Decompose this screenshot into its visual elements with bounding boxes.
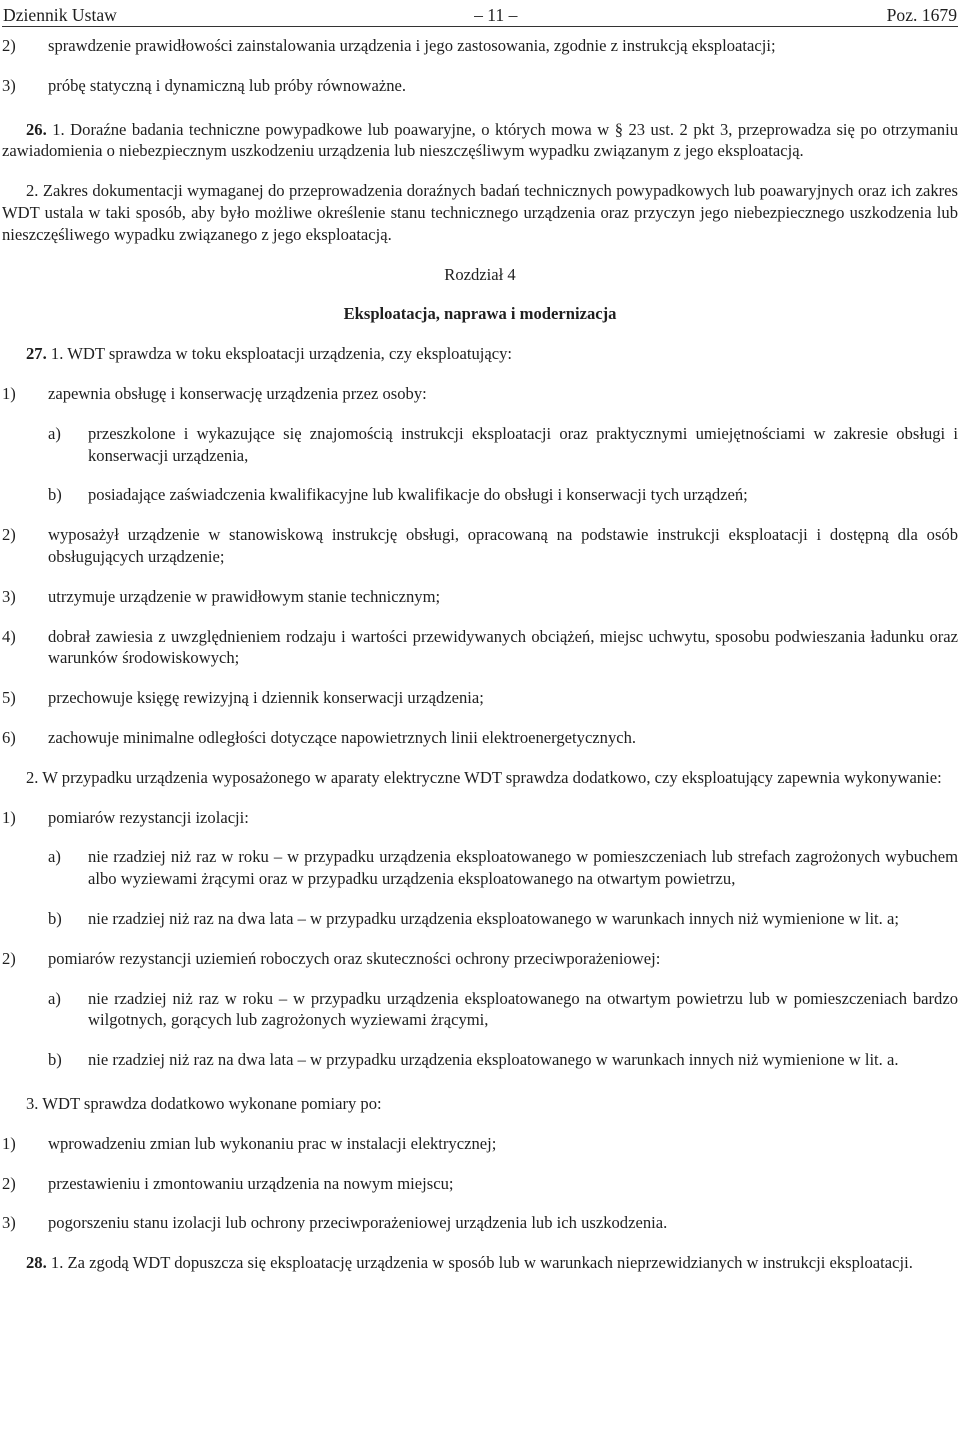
item-number: 1)	[2, 383, 16, 403]
item-number: 2)	[2, 525, 16, 545]
paragraph-text: Doraźne badania techniczne powypadkowe lub poawaryjne, o których mowa w § 23 ust. 2 pkt 3, przeprowadza się po otrzymaniu zawiadomienia o niebezpiecznym uszkodzeniu urządzenia lub nieszczęśliwym wypadku związanym z jego eksploatacją.	[2, 119, 958, 161]
chapter-label: Rozdział 4	[444, 264, 516, 284]
sub-item-letter: b)	[48, 485, 62, 505]
article-26-paragraph-2: 2. Zakres dokumentacji wymaganej do przeprowadzenia doraźnych badań technicznych powypadkowych lub poawaryjnych oraz ich zakres WDT ustala w taki sposób, aby było możliwe określenie stanu technicznego urządzenia oraz przyczyn jego niebezpiecznego uszkodzenia lub nieszczęśliwego wypadku związanego z jego eksploatacją.	[2, 181, 958, 244]
list-item	[2, 524, 958, 568]
item-text: przechowuje księgę rewizyjną i dziennik konserwacji urządzenia;	[48, 688, 484, 708]
item-text: pogorszeniu stanu izolacji lub ochrony przeciwporażeniowej urządzenia lub ich uszkodzenia.	[48, 1213, 668, 1233]
article-27-paragraph-1	[2, 343, 958, 365]
list-item	[2, 586, 958, 608]
item-text: pomiarów rezystancji uziemień roboczych oraz skuteczności ochrony przeciwporażeniowej:	[48, 948, 661, 968]
item-number: 2)	[2, 36, 16, 55]
sub-item	[48, 988, 958, 1032]
list-item	[2, 1133, 958, 1155]
sub-item-text: nie rzadziej niż raz na dwa lata – w przypadku urządzenia eksploatowanego w warunkach innych niż wymienione w lit. a;	[88, 908, 899, 928]
item-text: wyposażył urządzenie w stanowiskową instrukcję obsługi, opracowaną na podstawie instrukcji eksploatacji i dostępną dla osób obsługujących urządzenie;	[48, 525, 958, 566]
item-text: sprawdzenie prawidłowości zainstalowania urządzenia i jego zastosowania, zgodnie z instrukcją eksploatacji;	[48, 36, 776, 55]
article-28-paragraph-1	[2, 1252, 958, 1274]
item-text: przestawieniu i zmontowaniu urządzenia na nowym miejscu;	[48, 1173, 454, 1193]
item-number: 4)	[2, 626, 16, 646]
paragraph-number: 1.	[50, 344, 64, 364]
chapter-title: Eksploatacja, naprawa i modernizacja	[343, 304, 617, 324]
item-text: utrzymuje urządzenie w prawidłowym stanie technicznym;	[48, 586, 441, 606]
item-number: 2)	[2, 948, 16, 968]
page-header	[2, 0, 958, 27]
item-number: 6)	[2, 727, 16, 747]
item-text: dobrał zawiesia z uwzględnieniem rodzaju i wartości przewidywanych obciążeń, miejsc uchwytu, sposobu podwieszania ładunku oraz warunków środowiskowych;	[48, 626, 958, 668]
item-number: 3)	[2, 1213, 16, 1233]
sub-item-text: posiadające zaświadczenia kwalifikacyjne lub kwalifikacje do obsługi i konserwacji tych urządzeń;	[88, 485, 748, 505]
sub-item-text: przeszkolone i wykazujące się znajomością instrukcji eksploatacji oraz praktycznymi umiejętnościami w zakresie obsługi i konserwacji urządzenia,	[88, 423, 958, 465]
article-number: 28.	[26, 1253, 47, 1273]
item-text: zachowuje minimalne odległości dotyczące napowietrznych linii elektroenergetycznych.	[48, 727, 637, 747]
item-text: zapewnia obsługę i konserwację urządzenia przez osoby:	[48, 383, 427, 403]
item-text: wprowadzeniu zmian lub wykonaniu prac w instalacji elektrycznej;	[48, 1133, 497, 1153]
sub-item-text: nie rzadziej niż raz w roku – w przypadku urządzenia eksploatowanego na otwartym powietrzu lub w pomieszczeniach bardzo wilgotnych, gorących lub zagrożonych wyziewami żrącymi,	[88, 988, 958, 1030]
item-number: 2)	[2, 1173, 16, 1193]
list-item	[2, 1173, 958, 1195]
article-number: 27.	[26, 344, 47, 364]
article-27-paragraph-3: 3. WDT sprawdza dodatkowo wykonane pomiary po:	[26, 1093, 382, 1113]
item-number: 1)	[2, 807, 16, 827]
article-number: 26.	[26, 119, 47, 139]
article-27-paragraph-2: 2. W przypadku urządzenia wyposażonego w aparaty elektryczne WDT sprawdza dodatkowo, czy eksploatujący zapewnia wykonywanie:	[26, 767, 942, 787]
sub-item	[48, 423, 958, 467]
page-number: – 11 –	[474, 5, 518, 25]
list-item	[2, 1212, 958, 1234]
item-number: 1)	[2, 1133, 16, 1153]
sub-item-text: nie rzadziej niż raz na dwa lata – w przypadku urządzenia eksploatowanego w warunkach innych niż wymienione w lit. a.	[88, 1050, 899, 1070]
paragraph-text: Za zgodą WDT dopuszcza się eksploatację urządzenia w sposób lub w warunkach nieprzewidzianych w instrukcji eksploatacji.	[67, 1253, 913, 1273]
sub-item-letter: a)	[48, 423, 61, 443]
list-item	[2, 35, 958, 57]
sub-item-letter: b)	[48, 908, 62, 928]
sub-item	[48, 1049, 958, 1071]
sub-item-letter: a)	[48, 988, 61, 1008]
list-item	[2, 383, 958, 405]
paragraph-number: 1.	[50, 1253, 64, 1273]
sub-item	[48, 908, 958, 930]
item-number: 3)	[2, 75, 16, 95]
list-item	[2, 807, 958, 829]
item-number: 3)	[2, 586, 16, 606]
sub-item	[48, 484, 958, 506]
paragraph-text: WDT sprawdza w toku eksploatacji urządzenia, czy eksploatujący:	[67, 344, 513, 364]
list-item	[2, 727, 958, 749]
paragraph-number: 1.	[52, 119, 65, 139]
item-text: próbę statyczną i dynamiczną lub próby równoważne.	[48, 75, 407, 95]
sub-item	[48, 846, 958, 890]
article-26-paragraph-1	[2, 119, 958, 163]
item-number: 5)	[2, 688, 16, 708]
list-item	[2, 948, 958, 970]
item-text: pomiarów rezystancji izolacji:	[48, 807, 249, 827]
list-item	[2, 75, 958, 97]
list-item	[2, 687, 958, 709]
journal-name: Dziennik Ustaw	[3, 5, 117, 25]
sub-item-text: nie rzadziej niż raz w roku – w przypadku urządzenia eksploatowanego w pomieszczeniach lub strefach zagrożonych wybuchem albo wyziewami żrącymi oraz w przypadku urządzenia eksploatowanego na otwartym powietrzu,	[88, 847, 958, 889]
list-item	[2, 626, 958, 670]
position-number: Poz. 1679	[886, 5, 957, 25]
sub-item-letter: a)	[48, 847, 61, 867]
sub-item-letter: b)	[48, 1050, 62, 1070]
